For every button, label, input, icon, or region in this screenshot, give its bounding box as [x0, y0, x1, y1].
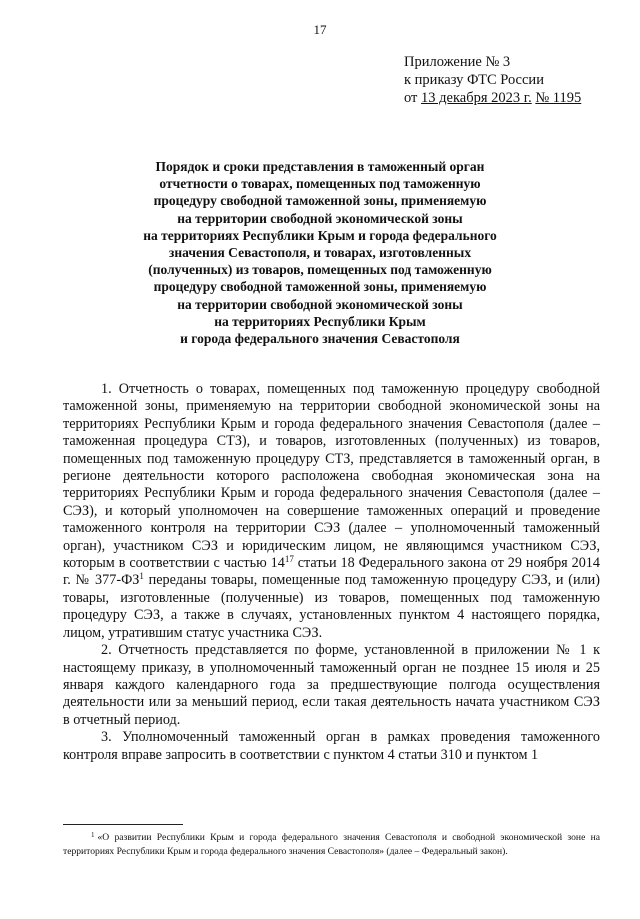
paragraph-1: [63, 381, 600, 642]
appendix-order-number: № 1195: [535, 90, 582, 106]
paragraph-1-part-b: статьи 18 Федерального закона от 29 ноября 2014 г. № 377-ФЗ: [63, 555, 600, 589]
document-title: [95, 158, 545, 347]
page-number: 17: [313, 22, 327, 37]
appendix-line-3: [404, 89, 581, 107]
title-line: (полученных) из товаров, помещенных под таможенную: [148, 262, 492, 278]
paragraph-1-part-c: переданы товары, помещенные под таможенную процедуру СЭЗ, и (или) товары, изготовленные (полученные) из товаров, помещенных под таможенную процедуру СЭЗ, а также в случаях, установленных пунктом 4 настоящего порядка, лицом, утратившим статус участника СЭЗ.: [63, 572, 600, 641]
paragraph-2: 2. Отчетность представляется по форме, установленной в приложении № 1 к настоящему приказу, в уполномоченный таможенный орган не позднее 15 июля и 25 января каждого календарного года за предшествующие полгода осуществления деятельности или за меньший период, если такая деятельность начата участником СЭЗ в отчетный период.: [63, 642, 600, 728]
title-line: процедуру свободной таможенной зоны, применяемую: [153, 193, 487, 209]
title-line: Порядок и сроки представления в таможенный орган: [155, 159, 485, 174]
title-line: на территории свободной экономической зоны: [177, 210, 463, 226]
paragraph-3: 3. Уполномоченный таможенный орган в рамках проведения таможенного контроля вправе запросить в соответствии с пунктом 4 статьи 310 и пунктом 1: [63, 729, 600, 763]
footnote-text: «О развитии Республики Крым и города федерального значения Севастополя и свободной экономической зоне на территориях Республики Крым и города федерального значения Севастополя» (далее – Федеральный закон).: [63, 832, 600, 857]
footnote-divider: [63, 824, 183, 825]
appendix-date: 13 декабря 2023 г.: [421, 90, 532, 106]
superscript-17: 17: [284, 554, 294, 565]
title-line: и города федерального значения Севастополя: [180, 331, 460, 347]
title-line: на территориях Республики Крым и города федерального: [143, 227, 497, 243]
title-line: отчетности о товарах, помещенных под таможенную: [159, 176, 481, 192]
footnote-mark: 1: [91, 831, 95, 839]
appendix-line-2: к приказу ФТС России: [404, 72, 544, 88]
title-line: процедуру свободной таможенной зоны, применяемую: [153, 279, 487, 295]
title-line: значения Севастополя, и товарах, изготовленных: [168, 245, 472, 261]
title-line: на территории свободной экономической зоны: [177, 296, 463, 312]
title-line: на территориях Республики Крым: [214, 313, 426, 329]
appendix-line-1: Приложение № 3: [404, 54, 511, 70]
paragraph-1-part-a: 1. Отчетность о товарах, помещенных под таможенную процедуру свободной таможенной зоны, применяемую на территории свободной экономической зоны на территориях Республики Крым и города федерального значения Севастополя (далее – таможенная процедура СТЗ), и товаров, изготовленных (полученных) из товаров, помещенных под таможенную процедуру СТЗ, представляется в таможенный орган, в регионе деятельности которого расположена свободная экономическая зона на территориях Республики Крым и города федерального значения Севастополя (далее – СЭЗ), и который уполномочен на совершение таможенных операций и проведение таможенного контроля на территории СЭЗ (далее – уполномоченный таможенный орган), участником СЭЗ и юридическим лицом, не являющимся участником СЭЗ, которым в соответствии с частью 14: [63, 381, 600, 572]
footnote-reference: 1: [139, 571, 144, 582]
appendix-header: [404, 53, 581, 107]
appendix-date-prefix: от: [404, 90, 422, 106]
footnote: [63, 828, 600, 859]
document-body: [63, 381, 600, 764]
